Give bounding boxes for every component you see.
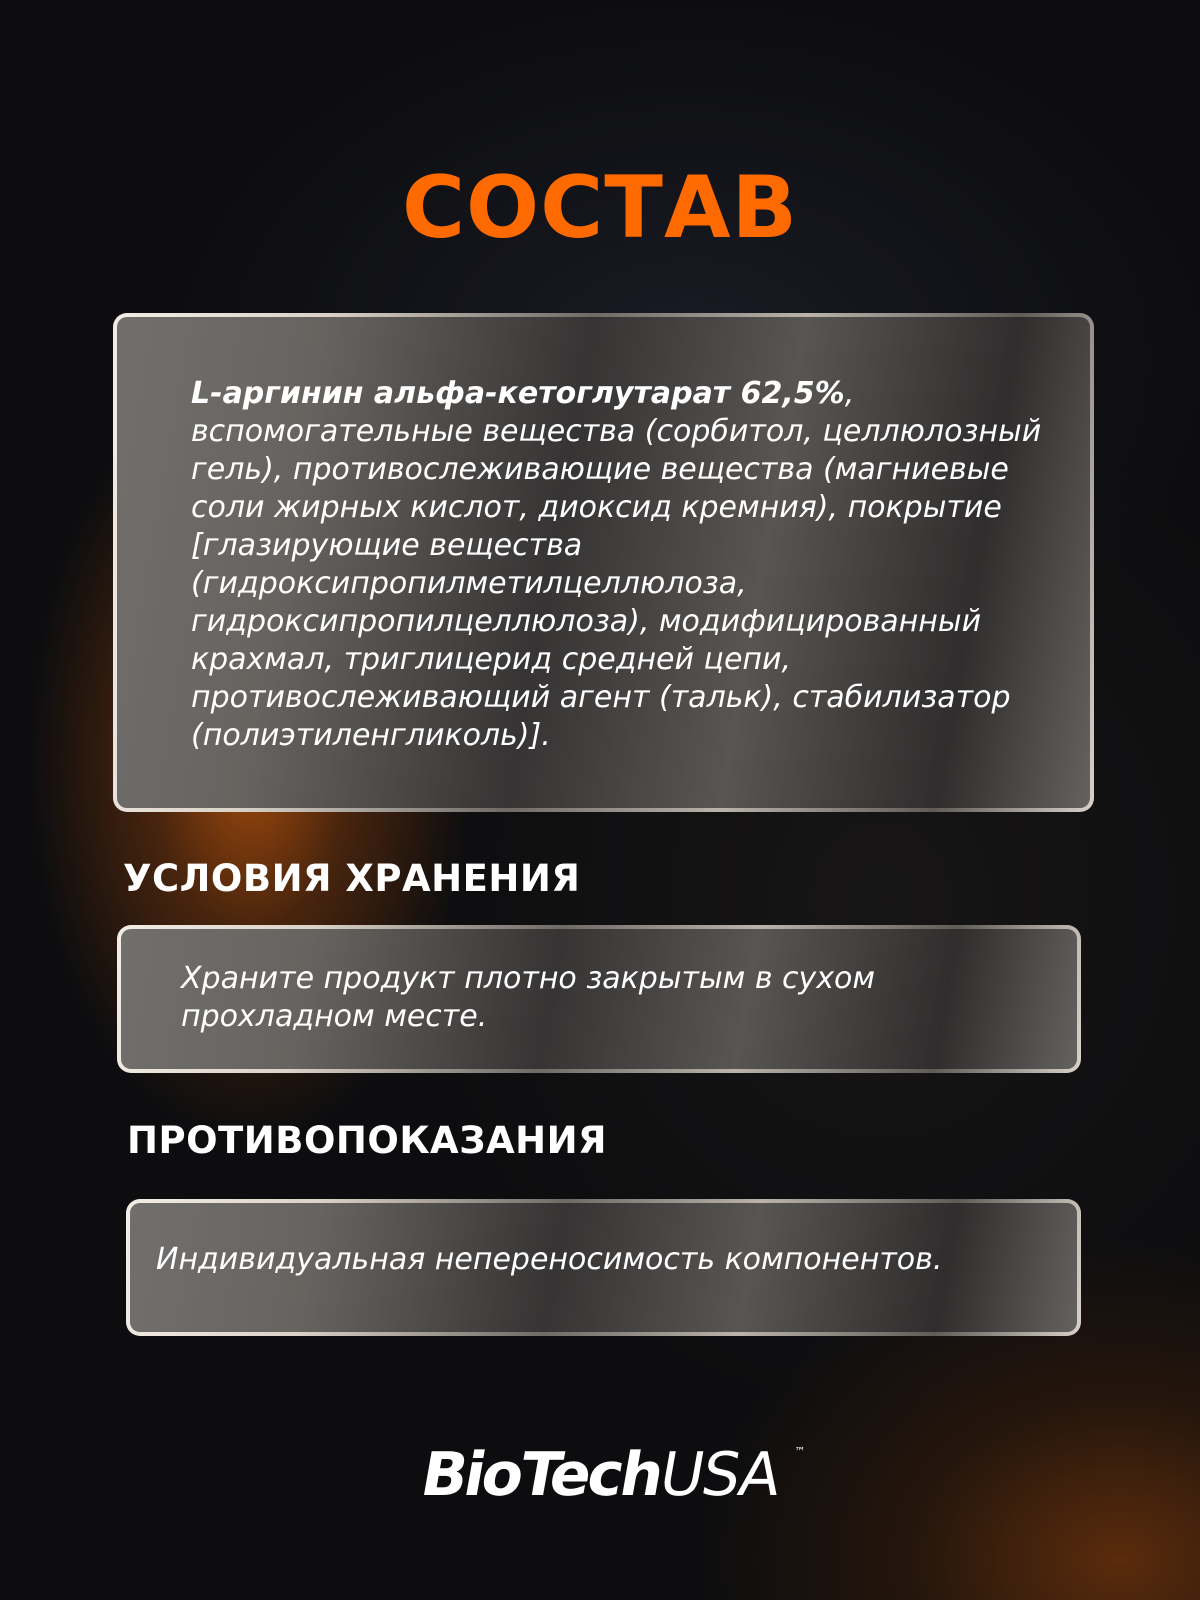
composition-main-ingredient: L-аргинин альфа-кетоглутарат 62,5% [191, 376, 845, 411]
trademark-symbol: ™ [792, 1445, 806, 1458]
contraindications-heading: ПРОТИВОПОКАЗАНИЯ [127, 1119, 608, 1162]
storage-heading: УСЛОВИЯ ХРАНЕНИЯ [123, 857, 581, 900]
composition-other-ingredients: , вспомогательные вещества (сорбитол, целлюлозный гель), противослеживающие вещества (магниевые соли жирных кислот, диоксид кремния), покрытие [глазирующие вещества (гидроксипропилметилцеллюлоза, гидроксипропилцеллюлоза), модифицированный крахмал, триглицерид средней цепи, противослеживающий агент (тальк), стабилизатор (полиэтиленгликоль)]. [191, 376, 1042, 753]
contraindications-text: Индивидуальная непереносимость компонентов. [156, 1242, 943, 1277]
page-title: СОСТАВ [401, 158, 799, 258]
brand-logo-wordmark [415, 1440, 806, 1510]
storage-text: Храните продукт плотно закрытым в сухом прохладном месте. [181, 961, 876, 1034]
composition-text [191, 375, 1071, 755]
brand-logo [0, 1440, 1200, 1510]
brand-logo-biotech: BioTech [415, 1440, 667, 1510]
brand-logo-usa: USA [653, 1440, 785, 1510]
